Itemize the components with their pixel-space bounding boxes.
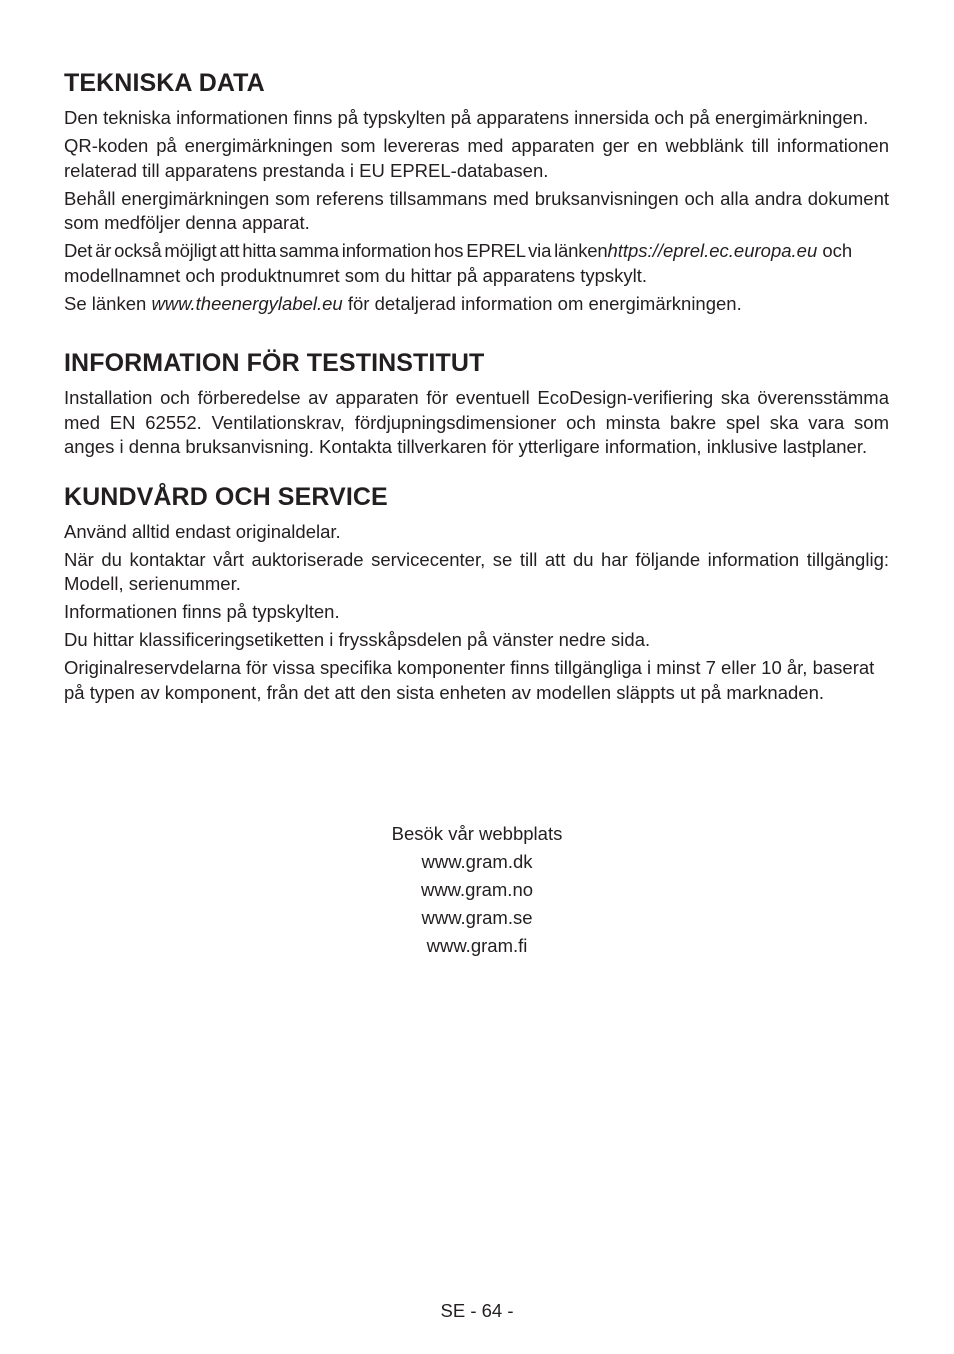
website-link-se[interactable]: www.gram.se (421, 907, 533, 928)
energylabel-post: för detaljerad information om energimärkningen. (347, 292, 742, 314)
website-link-fi[interactable]: www.gram.fi (426, 935, 528, 956)
energylabel-pre: Se länken (64, 292, 147, 314)
eprel-link[interactable]: https://eprel.ec.europa.eu (607, 240, 818, 261)
paragraph-technical-info: Den tekniska informationen finns på typskylten på apparatens innersida och på energimärkningen. (64, 107, 869, 128)
section-tekniska-data (64, 66, 889, 316)
document-body (64, 66, 889, 709)
section-kundvard (64, 480, 889, 706)
heading-tekniska-data: TEKNISKA DATA (64, 69, 265, 97)
eprel-text-continued: och modellnamnet och produktnumret som du hittar på apparatens typskylt. (64, 240, 853, 286)
heading-kundvard: KUNDVÅRD OCH SERVICE (64, 482, 388, 511)
energylabel-link[interactable]: www.theenergylabel.eu (151, 292, 343, 314)
website-link-no[interactable]: www.gram.no (420, 879, 534, 900)
paragraph-energylabel-link (64, 292, 889, 317)
paragraph-typskylt: Informationen finns på typskylten. (64, 601, 340, 622)
paragraph-eprel (64, 239, 889, 288)
page-number: SE - 64 - (440, 1300, 514, 1321)
heading-testinstitut: INFORMATION FÖR TESTINSTITUT (64, 349, 485, 377)
paragraph-energy-label: Behåll energimärkningen som referens tillsammans med bruksanvisningen och alla andra dokument som medföljer denna apparat. (64, 187, 889, 233)
paragraph-service-center: När du kontaktar vårt auktoriserade servicecenter, se till att du har följande information tillgänglig: Modell, serienummer. (64, 548, 889, 594)
paragraph-classification-label: Du hittar klassificeringsetiketten i frysskåpsdelen på vänster nedre sida. (64, 629, 651, 650)
paragraph-original-parts: Använd alltid endast originaldelar. (64, 520, 341, 542)
section-testinstitut (64, 346, 889, 460)
paragraph-ecodesign: Installation och förberedelse av apparaten för eventuell EcoDesign-verifiering ska överensstämma med EN 62552. Ventilationskrav, fördjupningsdimensioner och minsta bakre spel ska vara som anges i denna bruksanvisning. Kontakta tillverkaren för ytterligare information, inklusive lastplaner. (64, 387, 889, 457)
website-link-dk[interactable]: www.gram.dk (421, 851, 533, 872)
paragraph-qr-code: QR-koden på energimärkningen som levereras med apparaten ger en webblänk till informationen relaterad till apparatens prestanda i EU EPREL-databasen. (64, 135, 889, 181)
website-block (0, 820, 954, 960)
website-title: Besök vår webbplats (391, 823, 563, 844)
paragraph-spare-parts: Originalreservdelarna för vissa specifika komponenter finns tillgängliga i minst 7 eller 10 år, baserat på typen av komponent, från det att den sista enheten av modellen släppts ut på marknaden. (64, 657, 875, 703)
eprel-text: Det är också möjligt att hitta samma information hos EPREL via länken (64, 240, 608, 261)
